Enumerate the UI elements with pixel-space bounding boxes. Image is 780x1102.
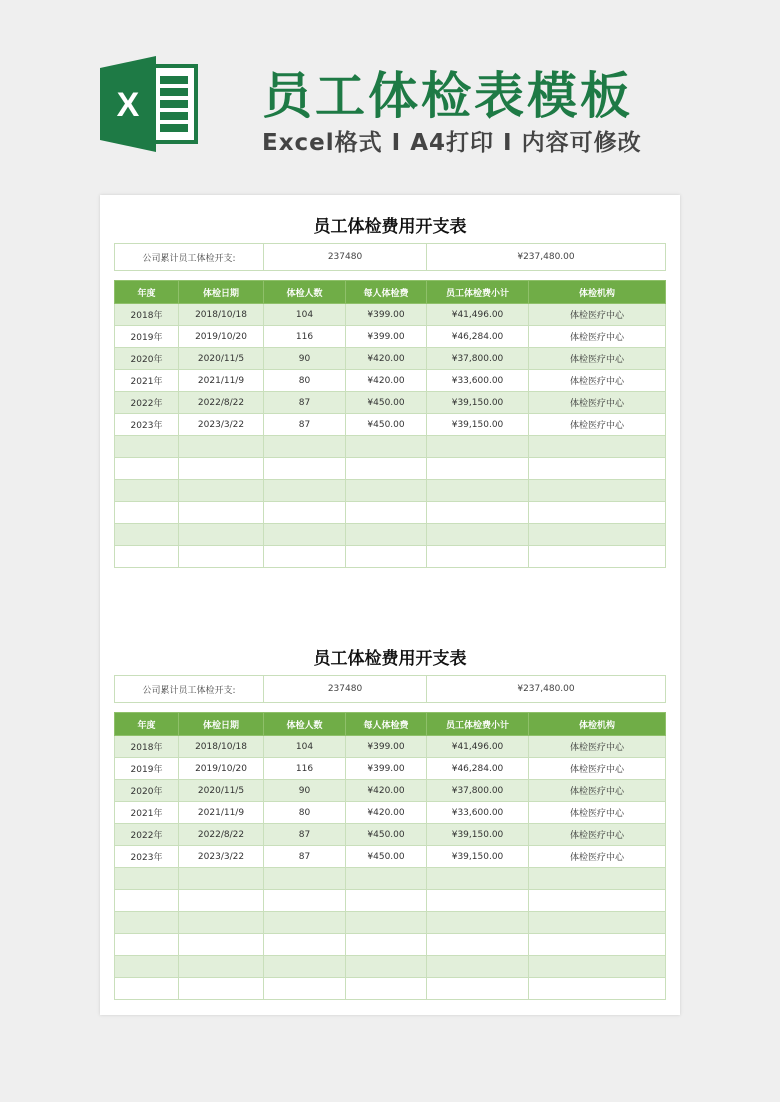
column-header: 体检日期 bbox=[179, 713, 264, 736]
table-row bbox=[115, 934, 666, 956]
table-cell[interactable]: 87 bbox=[264, 414, 346, 436]
table-cell[interactable]: ¥33,600.00 bbox=[427, 802, 529, 824]
table-cell[interactable]: ¥420.00 bbox=[346, 780, 427, 802]
empty-cell[interactable] bbox=[179, 502, 264, 524]
table-cell[interactable]: 2022/8/22 bbox=[179, 824, 264, 846]
table-cell[interactable]: 体检医疗中心 bbox=[529, 736, 666, 758]
expense-table-1 bbox=[114, 211, 666, 568]
empty-cell[interactable] bbox=[529, 546, 666, 568]
table-row bbox=[115, 824, 666, 846]
table-row bbox=[115, 348, 666, 370]
column-header: 体检机构 bbox=[529, 281, 666, 304]
table-row bbox=[115, 890, 666, 912]
table-cell[interactable]: 2019年 bbox=[115, 326, 179, 348]
summary-amount[interactable]: ¥237,480.00 bbox=[427, 676, 666, 703]
table-row bbox=[115, 846, 666, 868]
empty-cell[interactable] bbox=[115, 978, 179, 1000]
table-cell[interactable]: 2023/3/22 bbox=[179, 846, 264, 868]
table-cell[interactable]: 2022年 bbox=[115, 392, 179, 414]
expense-table-2 bbox=[114, 643, 666, 1000]
empty-cell[interactable] bbox=[115, 934, 179, 956]
table-row bbox=[115, 546, 666, 568]
empty-cell[interactable] bbox=[179, 890, 264, 912]
table-row bbox=[115, 326, 666, 348]
empty-cell[interactable] bbox=[427, 868, 529, 890]
table-cell[interactable]: 2019/10/20 bbox=[179, 758, 264, 780]
empty-cell[interactable] bbox=[529, 868, 666, 890]
banner-subtitle: Excel格式 I A4打印 I 内容可修改 bbox=[262, 130, 642, 156]
table-cell[interactable]: ¥39,150.00 bbox=[427, 846, 529, 868]
column-header: 体检人数 bbox=[264, 281, 346, 304]
empty-cell[interactable] bbox=[264, 502, 346, 524]
empty-cell[interactable] bbox=[179, 956, 264, 978]
empty-cell[interactable] bbox=[115, 502, 179, 524]
empty-cell[interactable] bbox=[179, 458, 264, 480]
empty-cell[interactable] bbox=[529, 436, 666, 458]
empty-cell[interactable] bbox=[529, 890, 666, 912]
table-cell[interactable]: 2022年 bbox=[115, 824, 179, 846]
table-cell[interactable]: 体检医疗中心 bbox=[529, 370, 666, 392]
svg-text:X: X bbox=[116, 86, 140, 124]
empty-cell[interactable] bbox=[115, 868, 179, 890]
table-row bbox=[115, 780, 666, 802]
table-cell[interactable]: 2023年 bbox=[115, 414, 179, 436]
empty-cell[interactable] bbox=[115, 458, 179, 480]
empty-cell[interactable] bbox=[427, 458, 529, 480]
table-cell[interactable]: 2020年 bbox=[115, 780, 179, 802]
table-title: 员工体检费用开支表 bbox=[313, 217, 467, 237]
table-cell[interactable]: ¥399.00 bbox=[346, 304, 427, 326]
table-cell[interactable]: 90 bbox=[264, 780, 346, 802]
empty-cell[interactable] bbox=[264, 978, 346, 1000]
table-row bbox=[115, 736, 666, 758]
empty-cell[interactable] bbox=[346, 524, 427, 546]
column-header: 员工体检费小计 bbox=[427, 713, 529, 736]
table-cell[interactable]: ¥37,800.00 bbox=[427, 780, 529, 802]
empty-cell[interactable] bbox=[427, 890, 529, 912]
empty-cell[interactable] bbox=[427, 524, 529, 546]
empty-cell[interactable] bbox=[346, 956, 427, 978]
table-cell[interactable]: 80 bbox=[264, 802, 346, 824]
empty-cell[interactable] bbox=[179, 868, 264, 890]
table-cell[interactable]: 87 bbox=[264, 824, 346, 846]
column-header: 年度 bbox=[115, 281, 179, 304]
table-cell[interactable]: 2018年 bbox=[115, 736, 179, 758]
empty-cell[interactable] bbox=[179, 934, 264, 956]
table-row bbox=[115, 370, 666, 392]
column-header: 体检日期 bbox=[179, 281, 264, 304]
table-cell[interactable]: 80 bbox=[264, 370, 346, 392]
column-header: 每人体检费 bbox=[346, 281, 427, 304]
column-header: 体检人数 bbox=[264, 713, 346, 736]
table-cell[interactable]: 2020年 bbox=[115, 348, 179, 370]
table-cell[interactable]: ¥46,284.00 bbox=[427, 326, 529, 348]
column-header: 年度 bbox=[115, 713, 179, 736]
empty-cell[interactable] bbox=[115, 956, 179, 978]
table-title: 员工体检费用开支表 bbox=[313, 649, 467, 669]
table-cell[interactable]: 2019年 bbox=[115, 758, 179, 780]
table-cell[interactable]: 2021年 bbox=[115, 370, 179, 392]
empty-cell[interactable] bbox=[346, 458, 427, 480]
table-cell[interactable]: 2022/8/22 bbox=[179, 392, 264, 414]
table-cell[interactable]: ¥41,496.00 bbox=[427, 736, 529, 758]
empty-cell[interactable] bbox=[529, 934, 666, 956]
table-row bbox=[115, 868, 666, 890]
empty-cell[interactable] bbox=[179, 436, 264, 458]
empty-cell[interactable] bbox=[529, 978, 666, 1000]
empty-cell[interactable] bbox=[179, 524, 264, 546]
empty-cell[interactable] bbox=[264, 480, 346, 502]
table-cell[interactable]: 90 bbox=[264, 348, 346, 370]
summary-count[interactable]: 237480 bbox=[264, 676, 427, 703]
empty-cell[interactable] bbox=[427, 934, 529, 956]
table-cell[interactable]: 体检医疗中心 bbox=[529, 326, 666, 348]
table-row bbox=[115, 480, 666, 502]
table-cell[interactable]: 2018/10/18 bbox=[179, 736, 264, 758]
empty-cell[interactable] bbox=[427, 436, 529, 458]
table-cell[interactable]: ¥39,150.00 bbox=[427, 392, 529, 414]
table-row bbox=[115, 956, 666, 978]
table-row bbox=[115, 912, 666, 934]
empty-cell[interactable] bbox=[115, 890, 179, 912]
empty-cell[interactable] bbox=[115, 480, 179, 502]
empty-cell[interactable] bbox=[179, 480, 264, 502]
table-cell[interactable]: ¥420.00 bbox=[346, 348, 427, 370]
table-cell[interactable]: 体检医疗中心 bbox=[529, 414, 666, 436]
table-cell[interactable]: 体检医疗中心 bbox=[529, 304, 666, 326]
table-cell[interactable]: ¥39,150.00 bbox=[427, 824, 529, 846]
summary-row bbox=[114, 243, 666, 271]
banner-title: 员工体检表模板 bbox=[262, 67, 633, 125]
empty-cell[interactable] bbox=[179, 912, 264, 934]
table-cell[interactable]: ¥450.00 bbox=[346, 824, 427, 846]
empty-cell[interactable] bbox=[346, 436, 427, 458]
empty-cell[interactable] bbox=[346, 912, 427, 934]
empty-cell[interactable] bbox=[427, 956, 529, 978]
table-cell[interactable]: ¥41,496.00 bbox=[427, 304, 529, 326]
empty-cell[interactable] bbox=[529, 912, 666, 934]
summary-label: 公司累计员工体检开支: bbox=[115, 244, 264, 271]
summary-amount[interactable]: ¥237,480.00 bbox=[427, 244, 666, 271]
column-header: 每人体检费 bbox=[346, 713, 427, 736]
empty-cell[interactable] bbox=[264, 890, 346, 912]
column-header: 员工体检费小计 bbox=[427, 281, 529, 304]
table-cell[interactable]: ¥399.00 bbox=[346, 736, 427, 758]
table-row bbox=[115, 304, 666, 326]
table-cell[interactable]: ¥450.00 bbox=[346, 846, 427, 868]
empty-cell[interactable] bbox=[346, 890, 427, 912]
table-row bbox=[115, 758, 666, 780]
table-cell[interactable]: 104 bbox=[264, 304, 346, 326]
excel-logo-icon bbox=[100, 56, 200, 152]
table-cell[interactable]: 2020/11/5 bbox=[179, 348, 264, 370]
empty-cell[interactable] bbox=[346, 502, 427, 524]
empty-cell[interactable] bbox=[115, 546, 179, 568]
summary-count[interactable]: 237480 bbox=[264, 244, 427, 271]
table-cell[interactable]: 体检医疗中心 bbox=[529, 392, 666, 414]
table-cell[interactable]: 87 bbox=[264, 846, 346, 868]
empty-cell[interactable] bbox=[264, 956, 346, 978]
table-cell[interactable]: 2019/10/20 bbox=[179, 326, 264, 348]
empty-cell[interactable] bbox=[529, 458, 666, 480]
table-row bbox=[115, 458, 666, 480]
table-cell[interactable]: 2018年 bbox=[115, 304, 179, 326]
table-cell[interactable]: 2021年 bbox=[115, 802, 179, 824]
empty-cell[interactable] bbox=[346, 480, 427, 502]
empty-cell[interactable] bbox=[115, 912, 179, 934]
table-cell[interactable]: 体检医疗中心 bbox=[529, 780, 666, 802]
empty-cell[interactable] bbox=[346, 978, 427, 1000]
table-cell[interactable]: 2020/11/5 bbox=[179, 780, 264, 802]
table-cell[interactable]: 87 bbox=[264, 392, 346, 414]
table-cell[interactable]: ¥420.00 bbox=[346, 802, 427, 824]
summary-row bbox=[114, 675, 666, 703]
table-cell[interactable]: ¥46,284.00 bbox=[427, 758, 529, 780]
empty-cell[interactable] bbox=[529, 480, 666, 502]
summary-label: 公司累计员工体检开支: bbox=[115, 676, 264, 703]
table-row bbox=[115, 392, 666, 414]
empty-cell[interactable] bbox=[179, 978, 264, 1000]
column-header: 体检机构 bbox=[529, 713, 666, 736]
empty-cell[interactable] bbox=[529, 524, 666, 546]
table-row bbox=[115, 524, 666, 546]
table-cell[interactable]: 2021/11/9 bbox=[179, 370, 264, 392]
table-cell[interactable]: 体检医疗中心 bbox=[529, 824, 666, 846]
sheet bbox=[100, 195, 680, 1015]
empty-cell[interactable] bbox=[427, 912, 529, 934]
empty-cell[interactable] bbox=[264, 436, 346, 458]
table-cell[interactable]: 116 bbox=[264, 326, 346, 348]
empty-cell[interactable] bbox=[264, 458, 346, 480]
table-row bbox=[115, 802, 666, 824]
empty-cell[interactable] bbox=[264, 546, 346, 568]
empty-cell[interactable] bbox=[529, 502, 666, 524]
empty-cell[interactable] bbox=[115, 436, 179, 458]
table-row bbox=[115, 978, 666, 1000]
empty-cell[interactable] bbox=[346, 934, 427, 956]
empty-cell[interactable] bbox=[115, 524, 179, 546]
table-row bbox=[115, 414, 666, 436]
table-row bbox=[115, 436, 666, 458]
empty-cell[interactable] bbox=[427, 502, 529, 524]
empty-cell[interactable] bbox=[264, 868, 346, 890]
empty-cell[interactable] bbox=[264, 934, 346, 956]
empty-cell[interactable] bbox=[427, 480, 529, 502]
table-cell[interactable]: 体检医疗中心 bbox=[529, 758, 666, 780]
table-cell[interactable]: 2023年 bbox=[115, 846, 179, 868]
table-cell[interactable]: ¥450.00 bbox=[346, 392, 427, 414]
empty-cell[interactable] bbox=[346, 868, 427, 890]
table-cell[interactable]: ¥39,150.00 bbox=[427, 414, 529, 436]
table-cell[interactable]: 体检医疗中心 bbox=[529, 802, 666, 824]
table-cell[interactable]: 2021/11/9 bbox=[179, 802, 264, 824]
empty-cell[interactable] bbox=[179, 546, 264, 568]
empty-cell[interactable] bbox=[529, 956, 666, 978]
table-cell[interactable]: 体检医疗中心 bbox=[529, 846, 666, 868]
table-cell[interactable]: ¥399.00 bbox=[346, 758, 427, 780]
expense-table bbox=[114, 280, 666, 568]
table-cell[interactable]: 104 bbox=[264, 736, 346, 758]
empty-cell[interactable] bbox=[346, 546, 427, 568]
table-row bbox=[115, 502, 666, 524]
empty-cell[interactable] bbox=[427, 546, 529, 568]
expense-table bbox=[114, 712, 666, 1000]
empty-cell[interactable] bbox=[427, 978, 529, 1000]
table-cell[interactable]: 116 bbox=[264, 758, 346, 780]
empty-cell[interactable] bbox=[264, 524, 346, 546]
table-cell[interactable]: ¥450.00 bbox=[346, 414, 427, 436]
empty-cell[interactable] bbox=[264, 912, 346, 934]
table-cell[interactable]: ¥399.00 bbox=[346, 326, 427, 348]
table-cell[interactable]: ¥33,600.00 bbox=[427, 370, 529, 392]
table-cell[interactable]: 2023/3/22 bbox=[179, 414, 264, 436]
table-cell[interactable]: ¥420.00 bbox=[346, 370, 427, 392]
table-cell[interactable]: 体检医疗中心 bbox=[529, 348, 666, 370]
table-cell[interactable]: 2018/10/18 bbox=[179, 304, 264, 326]
table-cell[interactable]: ¥37,800.00 bbox=[427, 348, 529, 370]
